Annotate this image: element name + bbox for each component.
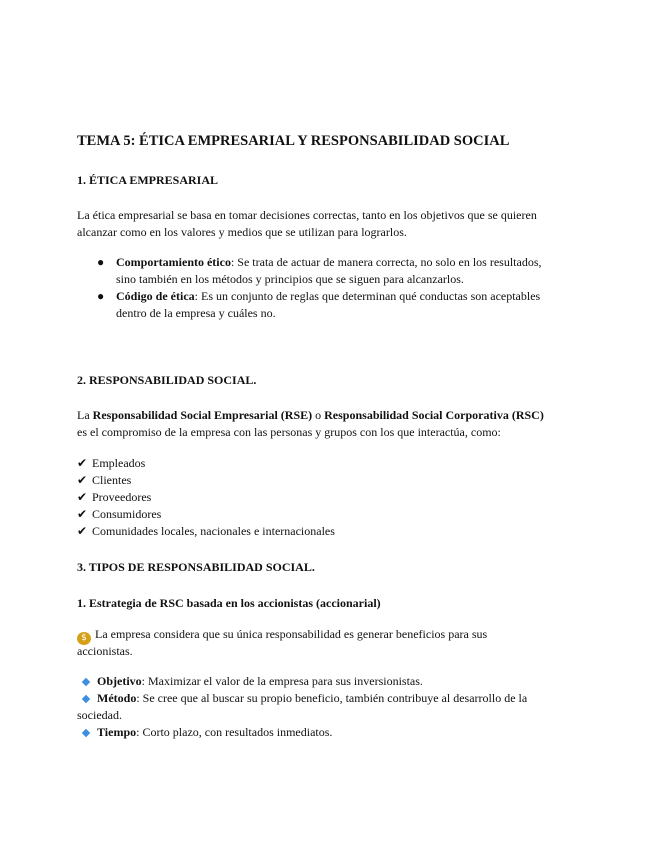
bullet-continuation: sino también en los métodos y principios que se siguen para alcanzarlos. bbox=[116, 272, 464, 286]
list-item bbox=[77, 455, 145, 471]
diamond-bullet-icon bbox=[82, 695, 90, 703]
list-item-text: Comunidades locales, nacionales e internacionales bbox=[92, 524, 335, 538]
check-icon: ✔ bbox=[77, 490, 88, 504]
check-icon: ✔ bbox=[77, 507, 88, 521]
section-1-heading: 1. ÉTICA EMPRESARIAL bbox=[77, 173, 219, 187]
bullet-text: : Se trata de actuar de manera correcta, no solo en los resultados, bbox=[230, 255, 542, 269]
item-text: : Se cree que al buscar su propio beneficio, también contribuye al desarrollo de la bbox=[136, 691, 528, 705]
check-icon: ✔ bbox=[77, 524, 88, 538]
list-item bbox=[77, 506, 161, 522]
subsection-1-intro-line-2: accionistas. bbox=[77, 644, 133, 658]
bullet-text: : Es un conjunto de reglas que determinan qué conductas son aceptables bbox=[194, 289, 541, 303]
bullet-term: Código de ética bbox=[116, 289, 195, 303]
diamond-bullet-icon bbox=[82, 729, 90, 737]
bullet-continuation: dentro de la empresa y cuáles no. bbox=[116, 306, 276, 320]
term-rsc: Responsabilidad Social Corporativa (RSC) bbox=[324, 408, 544, 422]
list-item-text: Clientes bbox=[92, 473, 132, 487]
subsection-1-heading: 1. Estrategia de RSC basada en los accionistas (accionarial) bbox=[77, 596, 381, 610]
section-3-heading: 3. TIPOS DE RESPONSABILIDAD SOCIAL. bbox=[77, 560, 315, 574]
list-item-text: Proveedores bbox=[92, 490, 152, 504]
section-2-heading: 2. RESPONSABILIDAD SOCIAL. bbox=[77, 373, 257, 387]
item-term: Método bbox=[97, 691, 137, 705]
item-term: Objetivo bbox=[97, 674, 142, 688]
check-icon: ✔ bbox=[77, 456, 88, 470]
list-item bbox=[77, 523, 335, 539]
text-o: o bbox=[312, 408, 325, 422]
text-la: La bbox=[77, 408, 93, 422]
term-rse: Responsabilidad Social Empresarial (RSE) bbox=[92, 408, 313, 422]
item-text: : Corto plazo, con resultados inmediatos. bbox=[136, 725, 333, 739]
list-item-text: Consumidores bbox=[92, 507, 162, 521]
bullet-icon: ● bbox=[97, 255, 105, 269]
money-bag-icon: $ bbox=[77, 632, 91, 645]
bullet-icon: ● bbox=[97, 289, 105, 303]
document-title: TEMA 5: ÉTICA EMPRESARIAL Y RESPONSABILIDAD SOCIAL bbox=[77, 133, 510, 149]
subsection-1-intro-line-1 bbox=[77, 626, 487, 645]
section-1-intro-line-1: La ética empresarial se basa en tomar decisiones correctas, tanto en los objetivos que se quieren bbox=[77, 208, 537, 222]
item-text: : Maximizar el valor de la empresa para sus inversionistas. bbox=[141, 674, 423, 688]
check-icon: ✔ bbox=[77, 473, 88, 487]
list-item-text: Empleados bbox=[92, 456, 146, 470]
list-item-continuation: sociedad. bbox=[77, 708, 122, 722]
diamond-bullet-icon bbox=[82, 678, 90, 686]
item-term: Tiempo bbox=[97, 725, 137, 739]
intro-text: La empresa considera que su única responsabilidad es generar beneficios para sus bbox=[95, 627, 488, 641]
section-2-paragraph-line-2: es el compromiso de la empresa con las personas y grupos con los que interactúa, como: bbox=[77, 425, 501, 439]
list-item bbox=[77, 673, 423, 689]
section-1-intro-line-2: alcanzar como en los valores y medios que se utilizan para lograrlos. bbox=[77, 225, 407, 239]
list-item bbox=[77, 472, 131, 488]
bullet-term: Comportamiento ético bbox=[116, 255, 231, 269]
list-item bbox=[77, 489, 151, 505]
list-item bbox=[77, 690, 527, 706]
list-item bbox=[77, 724, 332, 740]
section-2-paragraph-line-1 bbox=[77, 407, 544, 423]
